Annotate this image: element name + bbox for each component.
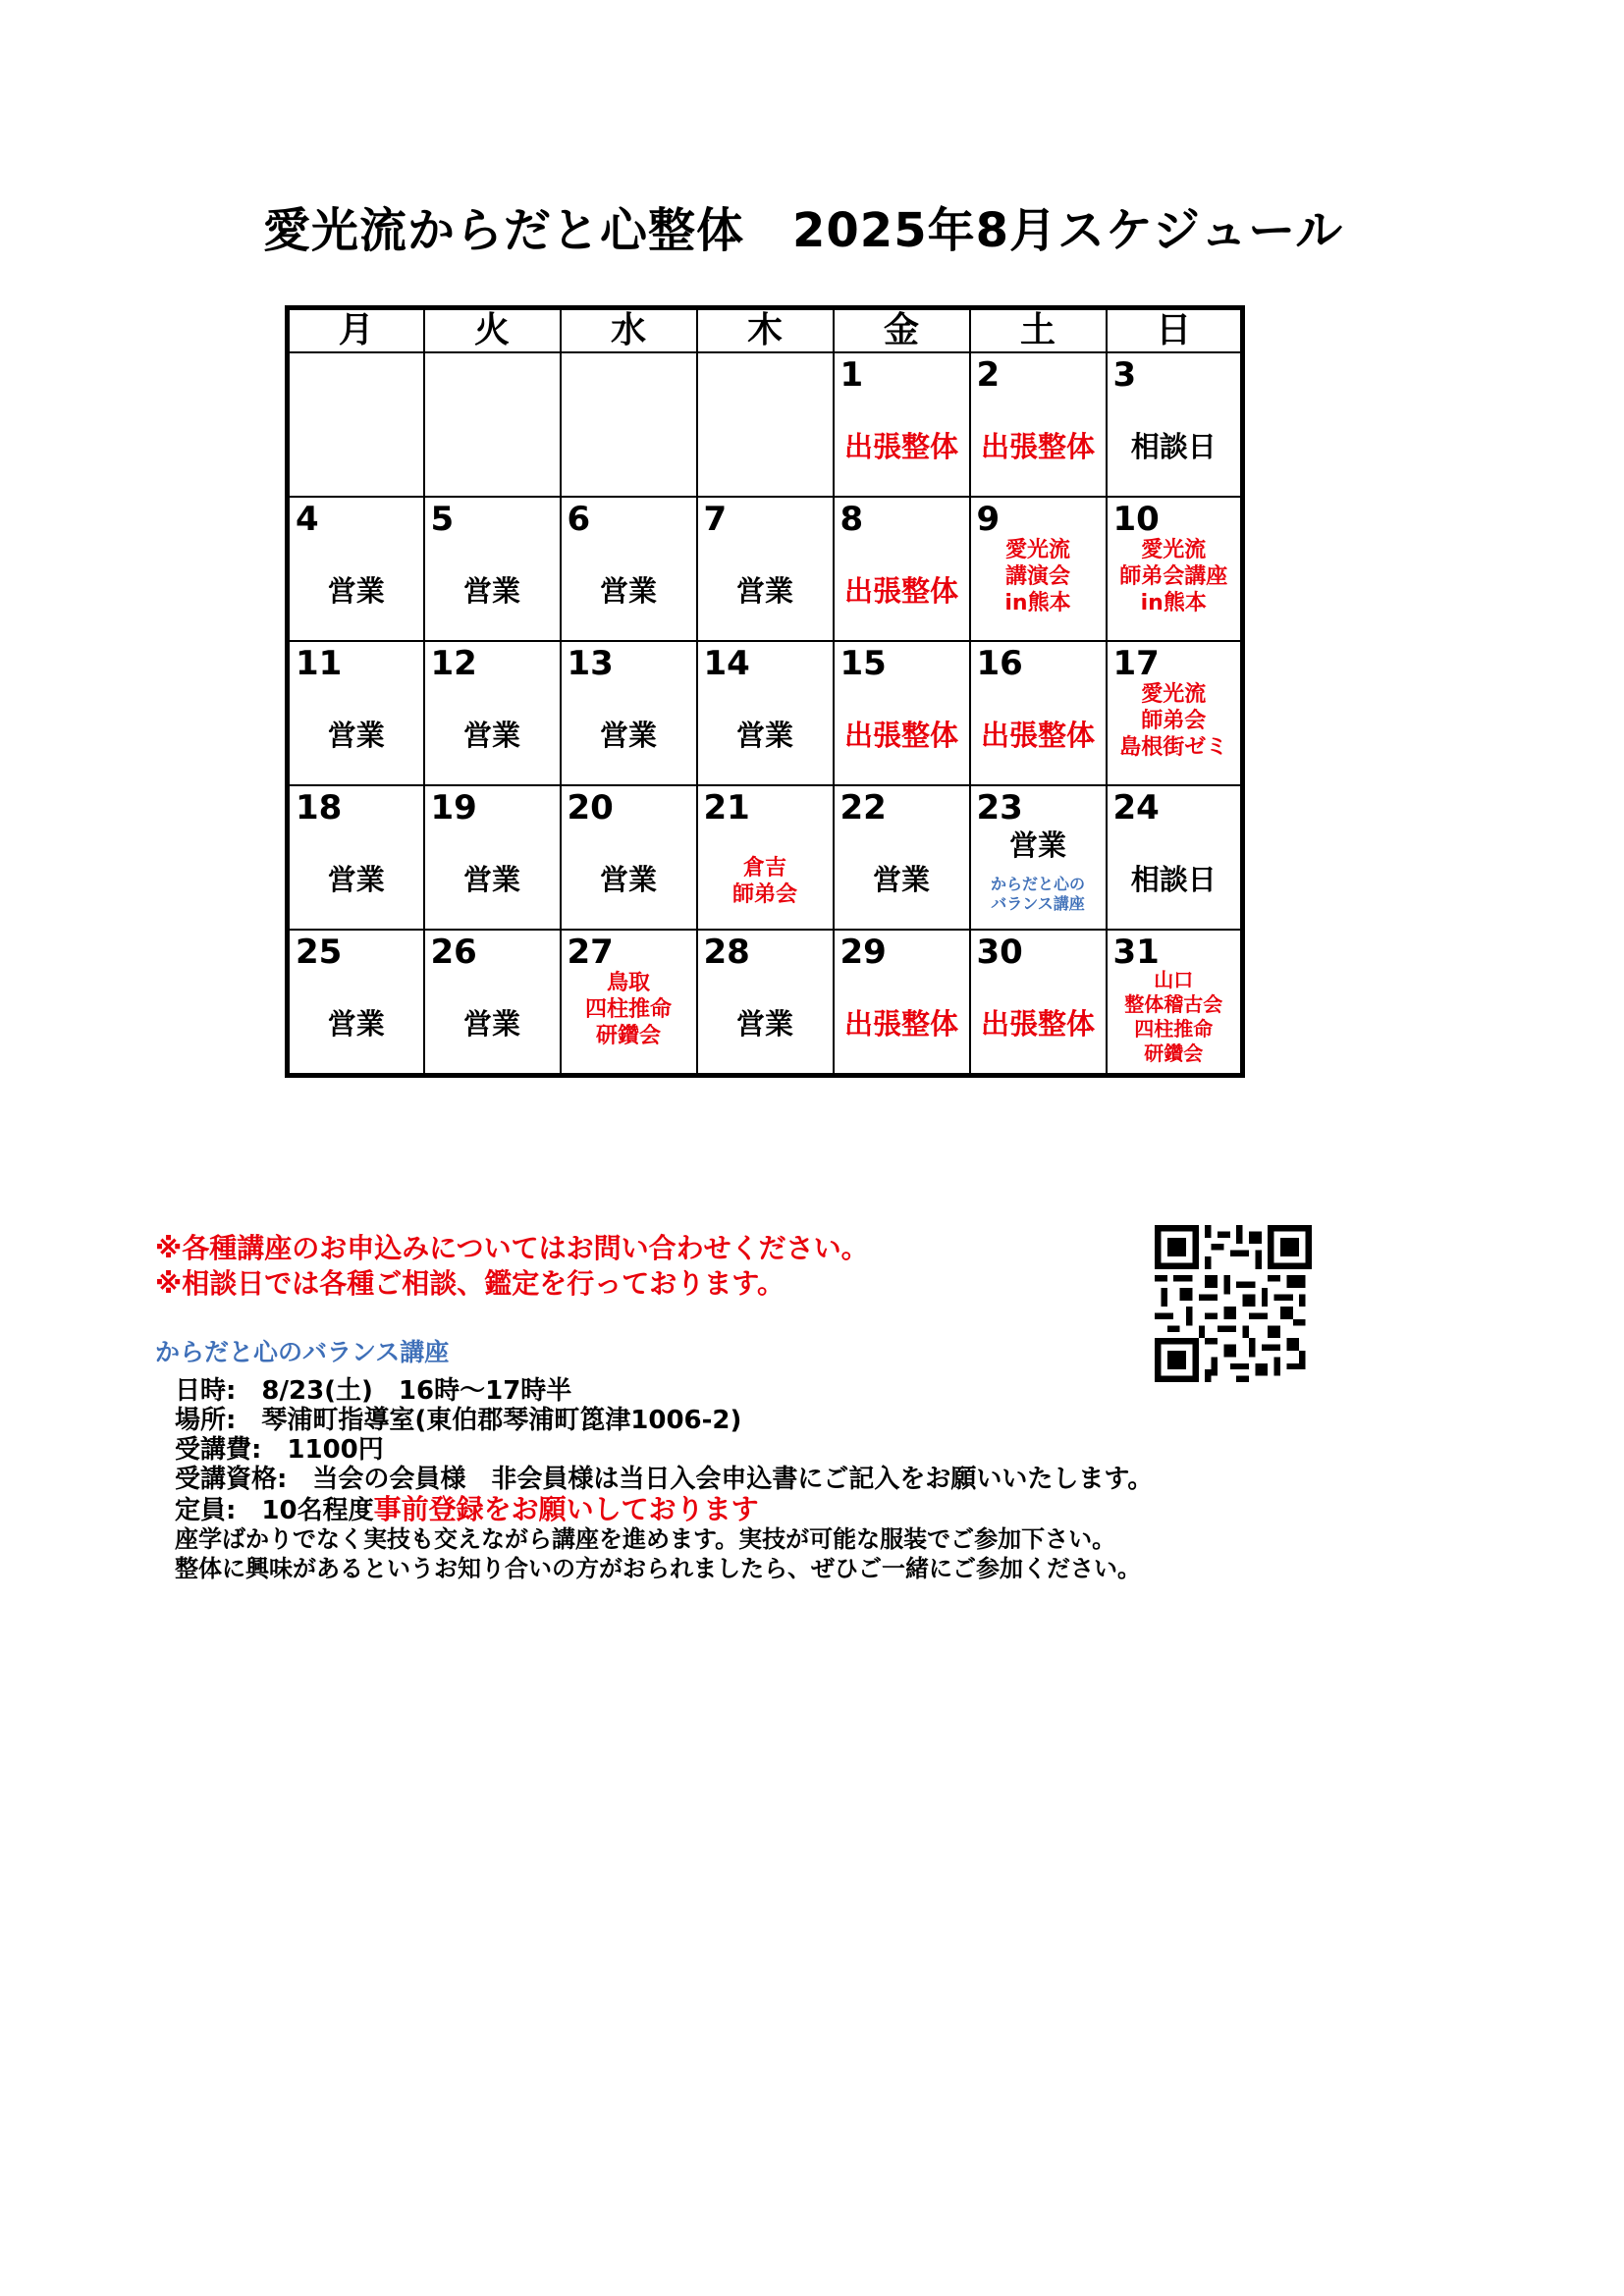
day-number: 10 bbox=[1112, 500, 1160, 539]
capacity-note: 事前登録をお願いしております bbox=[373, 1493, 759, 1525]
weekday-sun: 日 bbox=[1107, 308, 1243, 353]
day-number: 28 bbox=[703, 933, 750, 972]
calendar-event-line: 倉吉 bbox=[742, 856, 786, 881]
calendar-day-cell bbox=[561, 641, 697, 785]
calendar-day-cell bbox=[697, 641, 834, 785]
calendar-day-cell bbox=[697, 497, 834, 641]
weekday-wed: 水 bbox=[561, 308, 697, 353]
course-desc-2: 整体に興味があるというお知り合いの方がおられましたら、ぜひご一緒にご参加ください。 bbox=[175, 1555, 1141, 1582]
day-number: 6 bbox=[567, 500, 591, 539]
calendar-event-line: 営業 bbox=[1008, 828, 1066, 862]
calendar-day-cell bbox=[424, 641, 561, 785]
calendar-day-cell bbox=[1107, 497, 1243, 641]
day-number: 21 bbox=[703, 788, 750, 828]
schedule-calendar bbox=[285, 305, 1245, 1078]
calendar-day-cell bbox=[834, 785, 970, 930]
notice-consultation: ※相談日では各種ご相談、鑑定を行っております。 bbox=[155, 1267, 785, 1300]
day-number: 2 bbox=[976, 355, 1001, 395]
day-number: 31 bbox=[1112, 933, 1160, 972]
calendar-event-line: 整体稽古会 bbox=[1124, 992, 1223, 1016]
course-fee: 受講費: 1100円 bbox=[175, 1435, 384, 1465]
calendar-body bbox=[288, 352, 1243, 1076]
weekday-sat: 土 bbox=[970, 308, 1107, 353]
day-number: 23 bbox=[976, 788, 1023, 828]
day-number: 20 bbox=[567, 788, 614, 828]
calendar-event-line: からだと心の bbox=[990, 875, 1085, 893]
calendar-day-cell bbox=[424, 497, 561, 641]
qr-code-icon bbox=[1151, 1225, 1316, 1382]
calendar-event: 営業 bbox=[327, 1007, 385, 1041]
page-title: 愛光流からだと心整体 2025年8月スケジュール bbox=[263, 203, 1344, 258]
calendar-week-row bbox=[288, 785, 1243, 930]
day-number: 22 bbox=[839, 788, 887, 828]
calendar-day-cell bbox=[970, 930, 1107, 1076]
calendar-event: 相談日 bbox=[1130, 863, 1217, 896]
day-number: 24 bbox=[1112, 788, 1160, 828]
calendar-event: 営業 bbox=[327, 574, 385, 608]
day-number: 8 bbox=[839, 500, 864, 539]
calendar-event: 営業 bbox=[872, 863, 930, 896]
calendar-event: 営業 bbox=[462, 574, 520, 608]
day-number: 11 bbox=[296, 644, 343, 683]
day-number: 26 bbox=[430, 933, 477, 972]
calendar-day-cell bbox=[697, 930, 834, 1076]
day-number: 14 bbox=[703, 644, 750, 683]
calendar-day-cell bbox=[970, 497, 1107, 641]
calendar-event-line: 研鑽会 bbox=[1144, 1041, 1204, 1065]
calendar-event: 営業 bbox=[735, 719, 793, 752]
day-number: 27 bbox=[567, 933, 614, 972]
calendar-event: 出張整体 bbox=[843, 430, 958, 463]
calendar-event: 出張整体 bbox=[980, 430, 1095, 463]
calendar-day-cell bbox=[561, 930, 697, 1076]
calendar-day-cell bbox=[834, 497, 970, 641]
day-number: 19 bbox=[430, 788, 477, 828]
calendar-event: 出張整体 bbox=[980, 1007, 1095, 1041]
day-number: 18 bbox=[296, 788, 343, 828]
calendar-day-cell bbox=[697, 352, 834, 497]
calendar-day-cell bbox=[970, 785, 1107, 930]
calendar-day-cell bbox=[1107, 641, 1243, 785]
calendar-day-cell bbox=[834, 352, 970, 497]
calendar-event-line: バランス講座 bbox=[991, 894, 1085, 913]
calendar-event-line: in熊本 bbox=[1004, 591, 1071, 615]
day-number: 12 bbox=[430, 644, 477, 683]
day-number: 1 bbox=[839, 355, 864, 395]
calendar-day-cell bbox=[561, 785, 697, 930]
calendar-event-line: 四柱推命 bbox=[1134, 1017, 1214, 1041]
day-number: 7 bbox=[703, 500, 728, 539]
calendar-day-cell bbox=[1107, 930, 1243, 1076]
calendar-event: 営業 bbox=[462, 719, 520, 752]
day-number: 4 bbox=[296, 500, 319, 539]
calendar-week-row bbox=[288, 497, 1243, 641]
calendar-event-line: 鳥取 bbox=[606, 971, 650, 995]
calendar-day-cell bbox=[697, 785, 834, 930]
day-number: 15 bbox=[839, 644, 887, 683]
calendar-week-row bbox=[288, 352, 1243, 497]
calendar-event-line: 島根街ゼミ bbox=[1119, 735, 1228, 760]
course-place: 場所: 琴浦町指導室(東伯郡琴浦町箆津1006-2) bbox=[175, 1406, 742, 1435]
course-date: 日時: 8/23(土) 16時～17時半 bbox=[175, 1376, 572, 1406]
calendar-event: 営業 bbox=[327, 863, 385, 896]
calendar-day-cell bbox=[970, 641, 1107, 785]
calendar-day-cell bbox=[288, 497, 424, 641]
calendar-event: 営業 bbox=[735, 574, 793, 608]
day-number: 13 bbox=[567, 644, 614, 683]
calendar-event-line: 山口 bbox=[1154, 968, 1194, 991]
notice-inquiry: ※各種講座のお申込みについてはお問い合わせください。 bbox=[155, 1232, 869, 1264]
day-number: 16 bbox=[976, 644, 1023, 683]
calendar-event-line: in熊本 bbox=[1140, 591, 1207, 615]
weekday-mon: 月 bbox=[288, 308, 424, 353]
calendar-event-line: 師弟会 bbox=[731, 882, 797, 907]
calendar-event: 出張整体 bbox=[980, 719, 1095, 752]
course-heading: からだと心のバランス講座 bbox=[155, 1338, 450, 1366]
weekday-tue: 火 bbox=[424, 308, 561, 353]
day-number: 5 bbox=[430, 500, 455, 539]
day-number: 17 bbox=[1112, 644, 1160, 683]
calendar-day-cell bbox=[288, 641, 424, 785]
calendar-day-cell bbox=[424, 785, 561, 930]
calendar-event: 営業 bbox=[327, 719, 385, 752]
day-number: 3 bbox=[1112, 355, 1137, 395]
calendar-event: 営業 bbox=[599, 863, 657, 896]
calendar-event: 営業 bbox=[462, 863, 520, 896]
calendar-event: 営業 bbox=[462, 1007, 520, 1041]
calendar-day-cell bbox=[288, 352, 424, 497]
calendar-day-cell bbox=[834, 930, 970, 1076]
calendar-day-cell bbox=[288, 930, 424, 1076]
calendar-day-cell bbox=[424, 930, 561, 1076]
calendar-week-row bbox=[288, 641, 1243, 785]
calendar-day-cell bbox=[970, 352, 1107, 497]
weekday-header-row bbox=[288, 308, 1243, 353]
day-number: 30 bbox=[976, 933, 1023, 972]
calendar-event-line: 師弟会 bbox=[1141, 709, 1207, 733]
calendar-event: 出張整体 bbox=[843, 1007, 958, 1041]
calendar-event-line: 愛光流 bbox=[1004, 538, 1070, 562]
capacity-label: 定員: 10名程度 bbox=[175, 1496, 374, 1525]
calendar-event: 営業 bbox=[735, 1007, 793, 1041]
calendar-event-line: 師弟会講座 bbox=[1119, 564, 1228, 589]
calendar-event: 出張整体 bbox=[843, 574, 958, 608]
calendar-event: 相談日 bbox=[1130, 430, 1217, 463]
weekday-thu: 木 bbox=[697, 308, 834, 353]
calendar-day-cell bbox=[288, 785, 424, 930]
day-number: 9 bbox=[976, 500, 1001, 539]
day-number: 29 bbox=[839, 933, 887, 972]
calendar-day-cell bbox=[561, 497, 697, 641]
calendar-event: 営業 bbox=[599, 574, 657, 608]
calendar-day-cell bbox=[1107, 352, 1243, 497]
calendar-event-line: 愛光流 bbox=[1141, 538, 1207, 562]
calendar-event-line: 講演会 bbox=[1004, 564, 1070, 589]
course-desc-1: 座学ばかりでなく実技も交えながら講座を進めます。実技が可能な服装でご参加下さい。 bbox=[175, 1525, 1116, 1553]
calendar-event-line: 研鑽会 bbox=[595, 1024, 661, 1048]
day-number: 25 bbox=[296, 933, 343, 972]
calendar-day-cell bbox=[1107, 785, 1243, 930]
calendar-day-cell bbox=[424, 352, 561, 497]
calendar-event: 出張整体 bbox=[843, 719, 958, 752]
calendar-event-line: 四柱推命 bbox=[584, 997, 672, 1022]
calendar-event: 営業 bbox=[599, 719, 657, 752]
weekday-fri: 金 bbox=[834, 308, 970, 353]
calendar-week-row bbox=[288, 930, 1243, 1076]
calendar-event-line: 愛光流 bbox=[1141, 682, 1207, 707]
calendar-day-cell bbox=[561, 352, 697, 497]
course-qualification: 受講資格: 当会の会員様 非会員様は当日入会申込書にご記入をお願いいたします。 bbox=[175, 1465, 1154, 1494]
calendar-day-cell bbox=[834, 641, 970, 785]
